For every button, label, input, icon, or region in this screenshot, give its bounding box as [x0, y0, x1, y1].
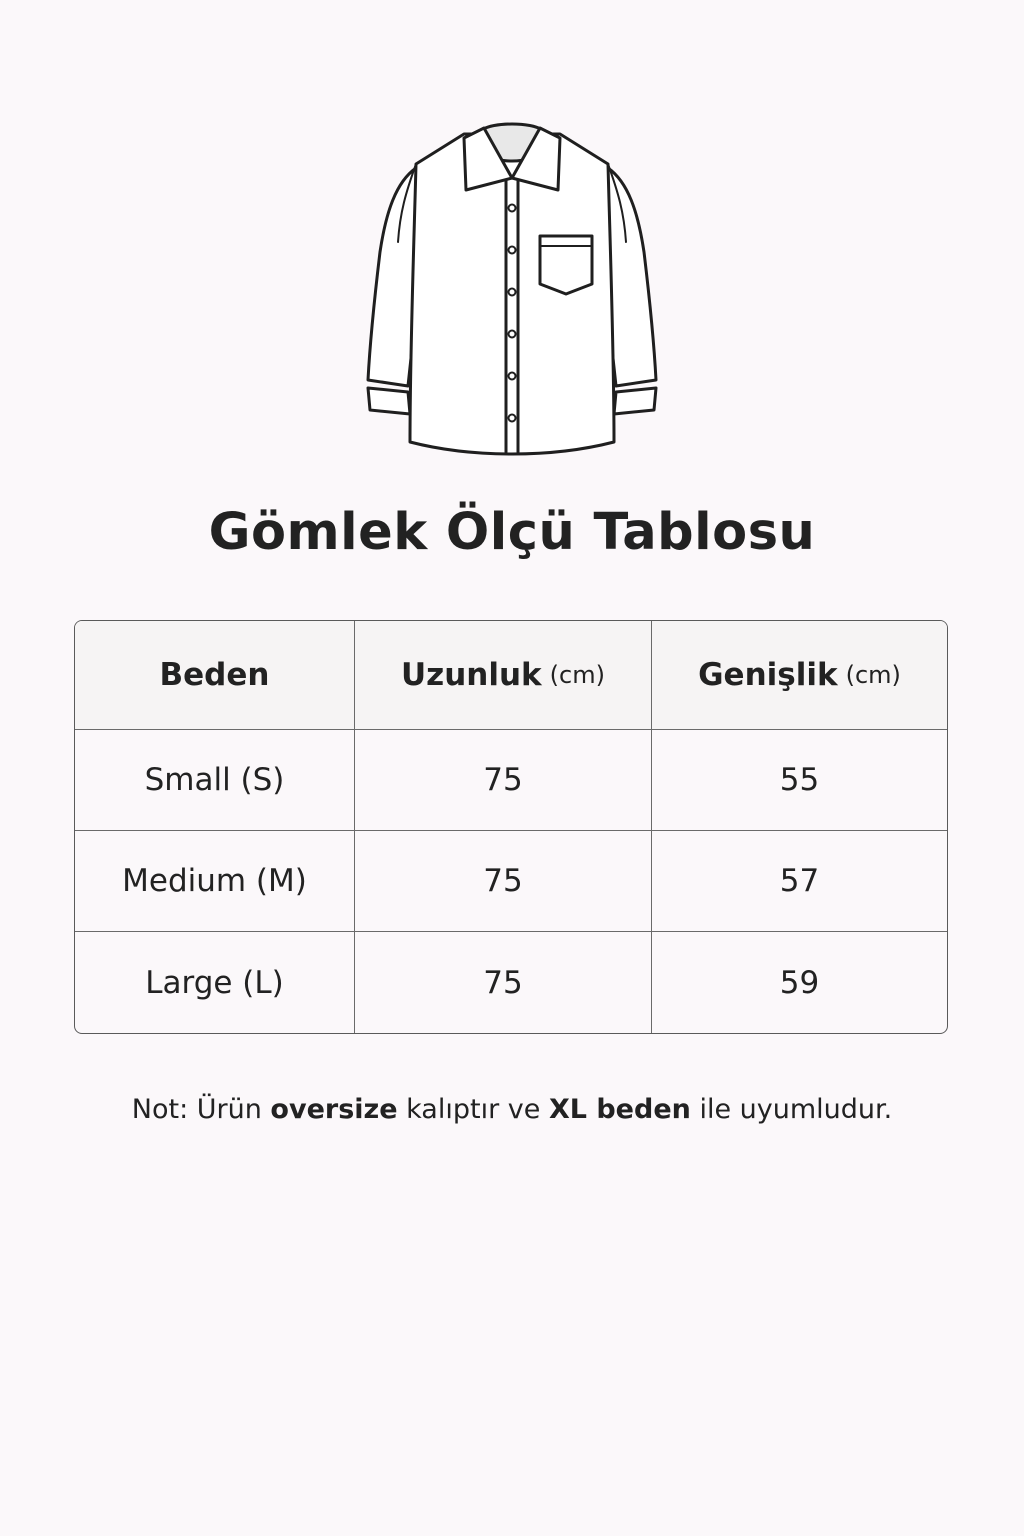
size-cell: Medium (M): [122, 863, 307, 899]
size-cell: Large (L): [145, 964, 284, 1001]
length-cell: 75: [354, 730, 651, 830]
size-cell: Small (S): [144, 762, 285, 798]
length-cell: 75: [354, 932, 651, 1033]
note-middle: kalıptır ve: [397, 1094, 549, 1125]
width-cell: 57: [651, 831, 947, 931]
header-cell-size: [75, 621, 354, 729]
header-label: Uzunluk: [401, 657, 542, 693]
shirt-icon: [352, 112, 672, 472]
fit-note: [0, 1094, 1024, 1125]
table-row: [75, 730, 947, 831]
table-row: [75, 831, 947, 932]
width-cell: 59: [651, 932, 947, 1033]
header-unit: (cm): [549, 661, 605, 689]
header-cell-length: [354, 621, 651, 729]
header-unit: (cm): [845, 661, 901, 689]
note-prefix: Not: Ürün: [131, 1094, 271, 1125]
width-cell: 55: [651, 730, 947, 830]
header-label: Genişlik: [698, 657, 838, 693]
note-suffix: ile uyumludur.: [690, 1094, 893, 1125]
shirt-illustration: [352, 112, 672, 472]
length-cell: 75: [354, 831, 651, 931]
size-table: [74, 620, 948, 1034]
page-title: Gömlek Ölçü Tablosu: [208, 503, 816, 562]
note-bold-oversize: oversize: [270, 1094, 398, 1125]
table-row: [75, 932, 947, 1033]
note-bold-xl: XL beden: [548, 1094, 691, 1125]
table-header-row: [75, 621, 947, 730]
header-cell-width: [651, 621, 947, 729]
header-label: Beden: [159, 657, 270, 693]
